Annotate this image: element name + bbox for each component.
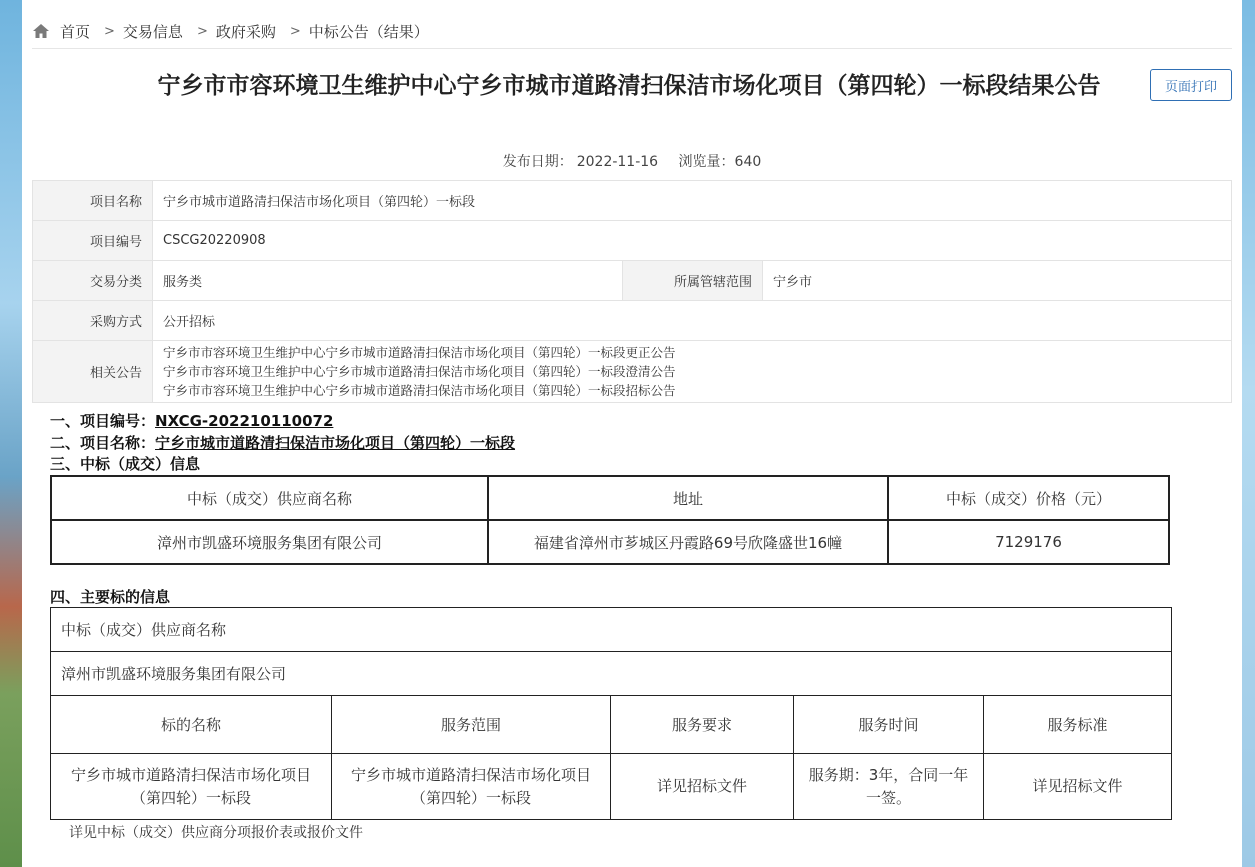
breadcrumb-award-notice-link[interactable]: 中标公告（结果） [308,22,429,41]
project-code-value: CSCG20220908 [153,221,1232,261]
info-row-project-code [33,221,1232,261]
breadcrumb-separator: > [196,23,208,39]
section-project-name [50,432,515,453]
project-name-label: 项目名称 [33,181,153,221]
breadcrumb-separator: > [289,23,301,39]
breadcrumb-home-link[interactable]: 首页 [60,22,91,41]
subject-scope: 宁乡市城市道路清扫保洁市场化项目（第四轮）一标段 [332,754,611,820]
subject-name: 宁乡市城市道路清扫保洁市场化项目（第四轮）一标段 [51,754,332,820]
subject-header-time: 服务时间 [794,696,984,754]
subject-header-standard: 服务标准 [984,696,1172,754]
view-count-label: 浏览量： [678,154,735,170]
info-row-method [33,301,1232,341]
subject-time: 服务期：3年，合同一年一签。 [794,754,984,820]
page-title: 宁乡市市容环境卫生维护中心宁乡市城市道路清扫保洁市场化项目（第四轮）一标段结果公告 [157,73,1101,99]
subject-table-header [51,696,1172,754]
winner-header-address: 地址 [488,476,888,520]
related-correction-link[interactable]: 宁乡市市容环境卫生维护中心宁乡市城市道路清扫保洁市场化项目（第四轮）一标段更正公告 [163,345,676,360]
subject-requirement: 详见招标文件 [611,754,794,820]
publish-date [503,154,658,170]
project-code-label: 项目编号 [33,221,153,261]
project-name-value: 宁乡市城市道路清扫保洁市场化项目（第四轮）一标段 [153,181,1232,221]
winner-header-supplier: 中标（成交）供应商名称 [51,476,488,520]
method-label: 采购方式 [33,301,153,341]
project-info-table [32,180,1232,403]
view-count-value: 640 [734,154,762,170]
winner-price: 7129176 [888,520,1169,564]
section-project-code-label: 一、项目编号： [50,412,156,430]
category-label: 交易分类 [33,261,153,301]
breadcrumb-gov-procurement-link[interactable]: 政府采购 [215,22,276,41]
breadcrumb-separator: > [104,23,115,39]
subject-standard: 详见招标文件 [984,754,1172,820]
view-count [679,154,762,170]
publish-date-label: 发布日期： [502,154,573,170]
subject-supplier-header-row [51,608,1172,652]
subject-supplier: 漳州市凯盛环境服务集团有限公司 [51,652,1172,696]
quote-note: 详见中标（成交）供应商分项报价表或报价文件 [69,825,363,841]
region-value: 宁乡市 [763,261,1232,301]
winner-header-price: 中标（成交）价格（元） [888,476,1169,520]
print-page-button[interactable]: 页面打印 [1150,69,1232,101]
related-label: 相关公告 [33,341,153,403]
subject-header-scope: 服务范围 [332,696,611,754]
left-background-scenery [0,0,22,867]
subject-table [50,607,1172,820]
home-icon [32,23,50,39]
section-subject-heading: 四、主要标的信息 [50,588,171,606]
table-row [51,754,1172,820]
related-clarification-link[interactable]: 宁乡市市容环境卫生维护中心宁乡市城市道路清扫保洁市场化项目（第四轮）一标段澄清公告 [163,364,676,379]
related-notices [153,341,1232,403]
winner-table [50,475,1170,565]
info-row-related [33,341,1232,403]
winner-address: 福建省漳州市芗城区丹霞路69号欣隆盛世16幢 [488,520,888,564]
info-row-category [33,261,1232,301]
subject-supplier-header: 中标（成交）供应商名称 [51,608,1172,652]
section-award-info-heading: 三、中标（成交）信息 [50,455,201,473]
announcement-panel [22,0,1242,867]
info-row-project-name [33,181,1232,221]
section-project-name-value: 宁乡市城市道路清扫保洁市场化项目（第四轮）一标段 [155,434,516,452]
related-tender-link[interactable]: 宁乡市市容环境卫生维护中心宁乡市城市道路清扫保洁市场化项目（第四轮）一标段招标公告 [163,383,676,398]
subject-supplier-row [51,652,1172,696]
winner-table-header [51,476,1169,520]
method-value: 公开招标 [153,301,1232,341]
breadcrumb [32,20,429,42]
category-value: 服务类 [153,261,623,301]
subject-header-requirement: 服务要求 [611,696,794,754]
winner-supplier: 漳州市凯盛环境服务集团有限公司 [51,520,488,564]
publish-date-value: 2022-11-16 [576,154,659,170]
section-project-code-value: NXCG-202210110072 [155,412,334,430]
breadcrumb-trade-info-link[interactable]: 交易信息 [122,22,183,41]
subject-header-name: 标的名称 [51,696,332,754]
section-project-name-label: 二、项目名称： [50,434,156,452]
table-row [51,520,1169,564]
header-divider [32,48,1232,49]
section-project-code [50,410,333,431]
publish-meta [22,151,1242,171]
region-label: 所属管辖范围 [623,261,763,301]
